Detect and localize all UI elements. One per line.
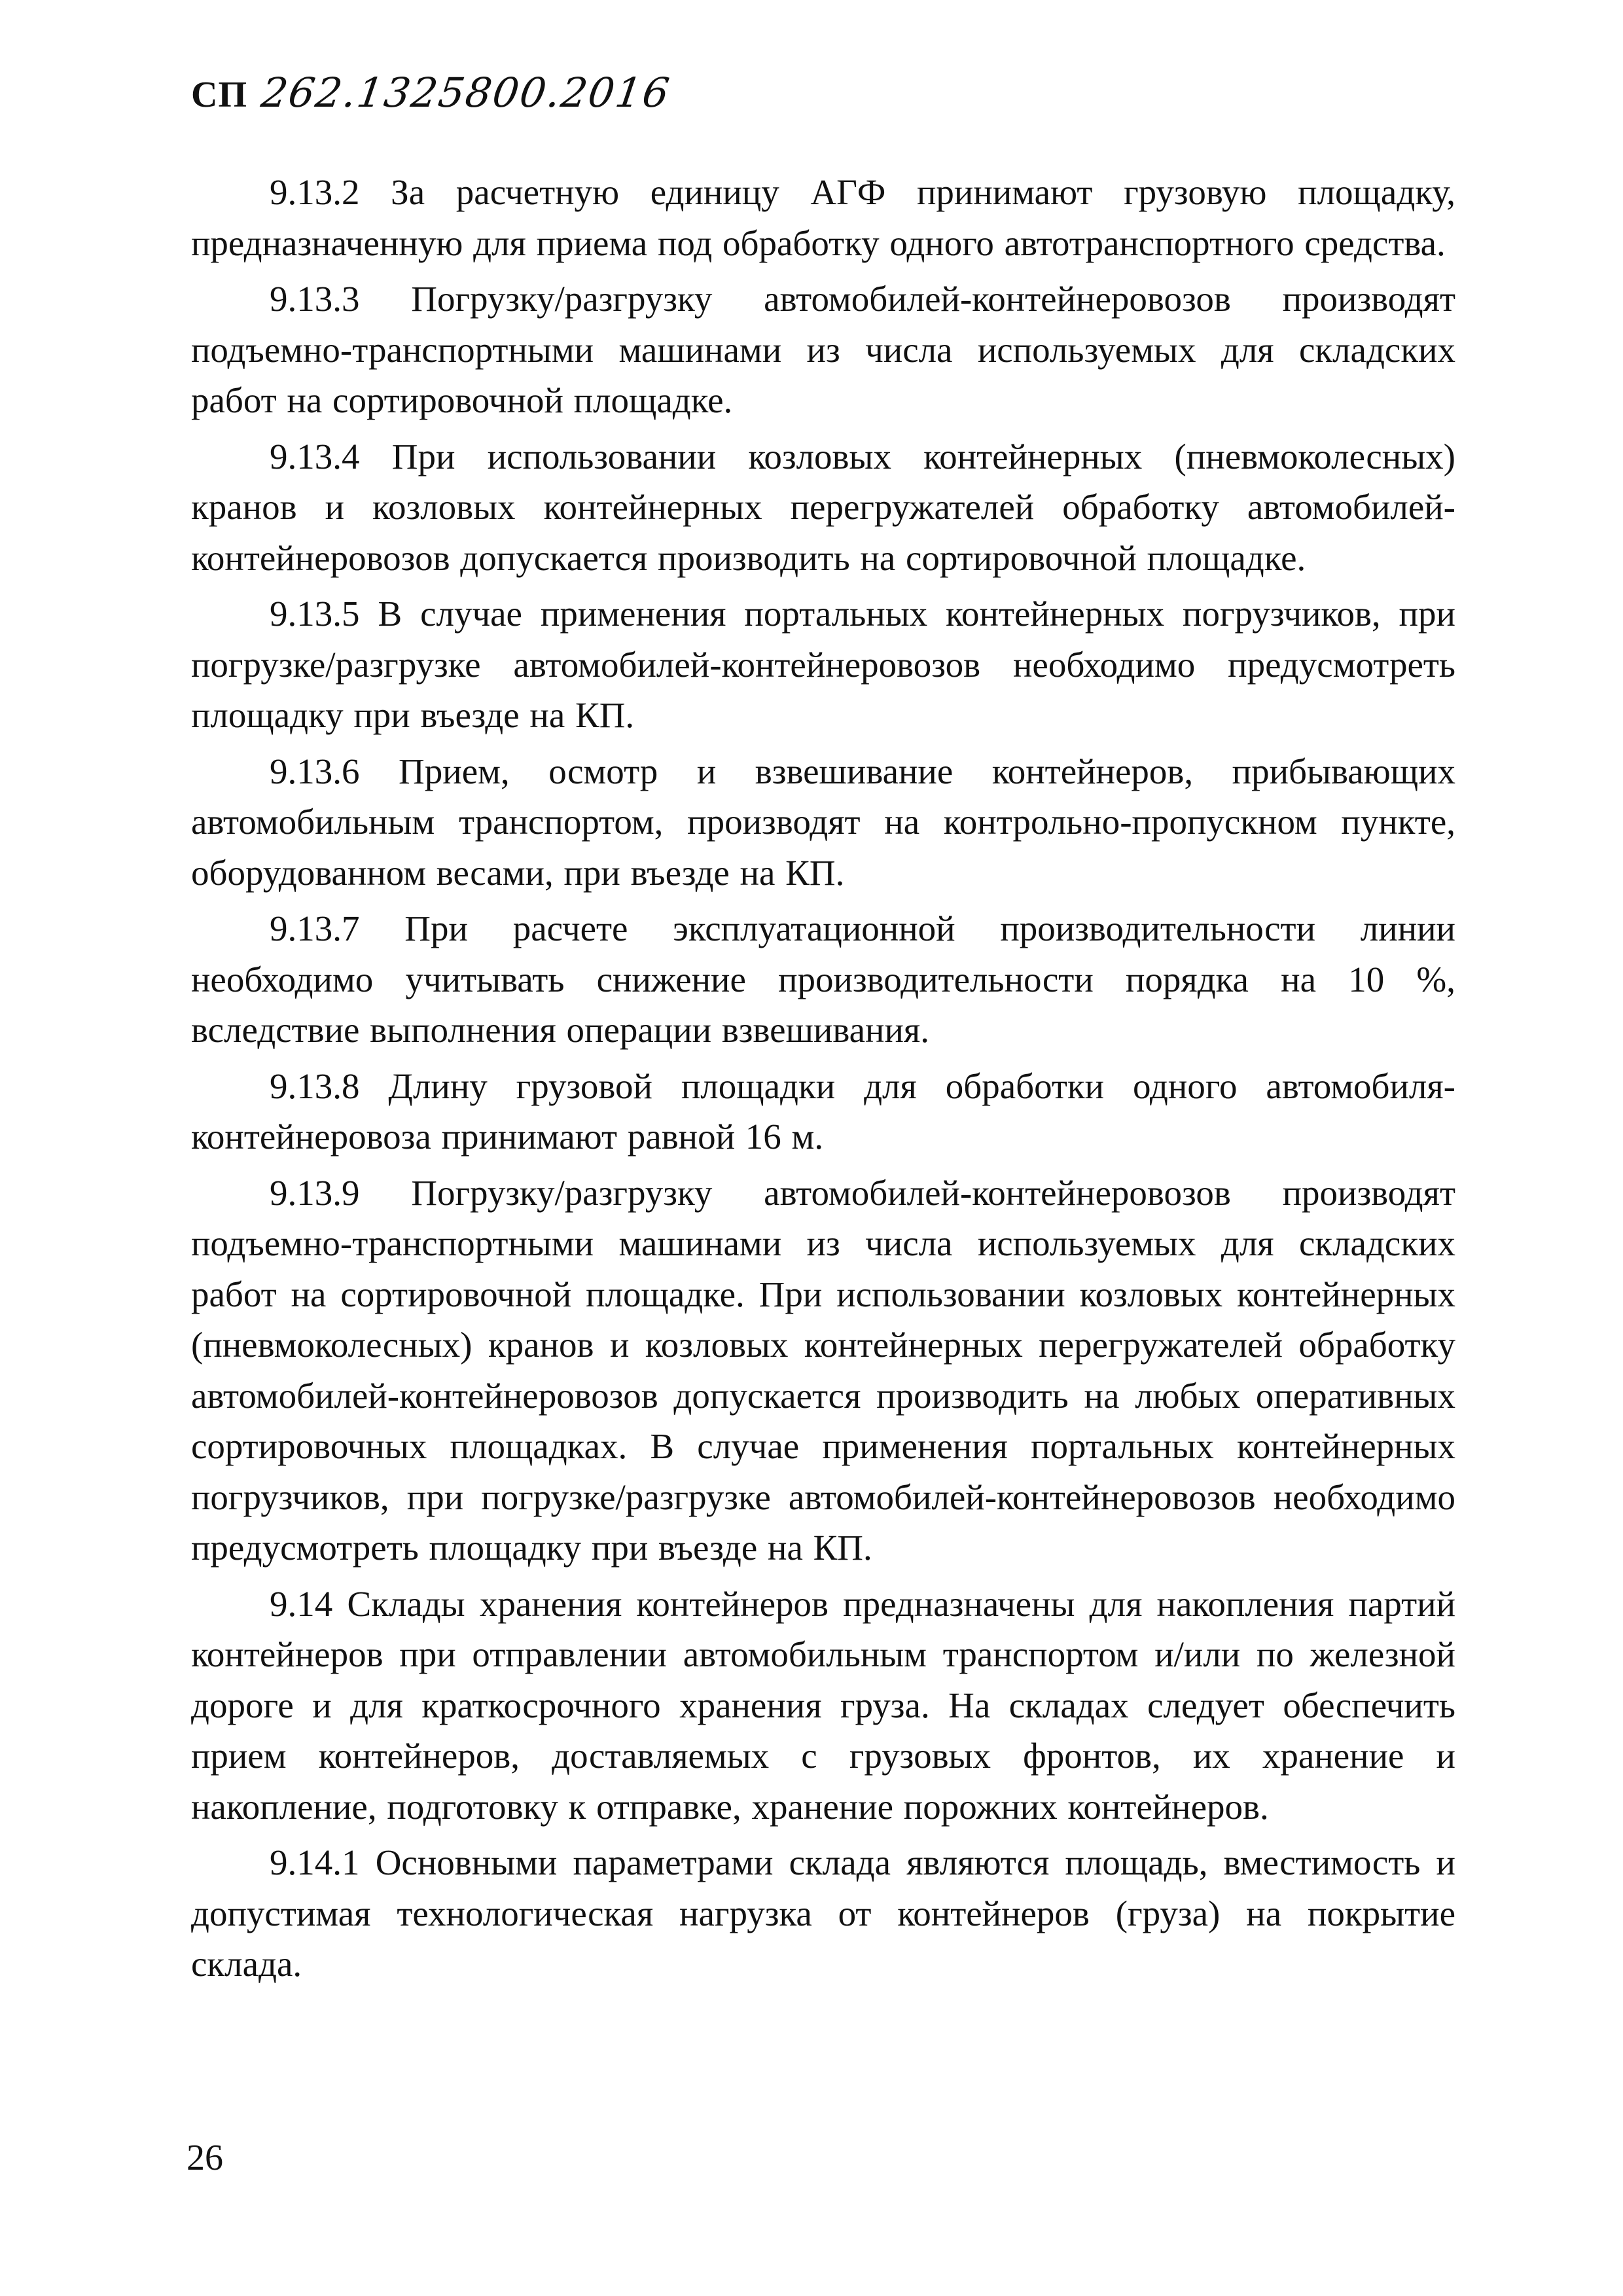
paragraph-9-13-9: 9.13.9 Погрузку/разгрузку автомобилей-контейнеровозов производят подъемно-транспортными машинами из числа используемых для складских работ на сортировочной площадке. При использовании козловых контейнерных (пневмоколесных) кранов и козловых контейнерных перегружателей обработку автомобилей-контейнеровозов допускается производить на любых оперативных сортировочных площадках. В случае применения портальных контейнерных погрузчиков, при погрузке/разгрузке автомобилей-контейнеровозов необходимо предусмотреть площадку при въезде на КП. <box>191 1172 1455 1568</box>
handwritten-standard-code: 262.1325800.2016 <box>258 69 673 117</box>
paragraph-9-13-2: 9.13.2 За расчетную единицу АГФ принимают грузовую площадку, предназначенную для приема под обработку одного автотранспортного средства. <box>191 172 1455 263</box>
paragraph-9-14: 9.14 Склады хранения контейнеров предназначены для накопления партий контейнеров при отправлении автомобильным транспортом и/или по железной дороге и для краткосрочного хранения груза. На складах следует обеспечить прием контейнеров, доставляемых с грузовых фронтов, их хранение и накопление, подготовку к отправке, хранение порожних контейнеров. <box>191 1583 1455 1827</box>
paragraph-9-13-5: 9.13.5 В случае применения портальных контейнерных погрузчиков, при погрузке/разгрузке автомобилей-контейнеровозов необходимо предусмотреть площадку при въезде на КП. <box>191 594 1455 735</box>
standard-prefix: СП <box>191 75 247 115</box>
paragraph-9-13-6: 9.13.6 Прием, осмотр и взвешивание контейнеров, прибывающих автомобильным транспортом, производят на контрольно-пропускном пункте, оборудованном весами, при въезде на КП. <box>191 751 1455 893</box>
paragraph-9-13-4: 9.13.4 При использовании козловых контейнерных (пневмоколесных) кранов и козловых контейнерных перегружателей обработку автомобилей-контейнеровозов допускается производить на сортировочной площадке. <box>191 436 1455 578</box>
document-body <box>191 167 1455 1995</box>
paragraph-9-13-7: 9.13.7 При расчете эксплуатационной производительности линии необходимо учитывать снижение производительности порядка на 10 %, вследствие выполнения операции взвешивания. <box>191 908 1455 1050</box>
page-number: 26 <box>187 2138 223 2178</box>
paragraph-9-13-8: 9.13.8 Длину грузовой площадки для обработки одного автомобиля-контейнеровоза принимают равной 16 м. <box>191 1066 1455 1157</box>
paragraph-9-14-1: 9.14.1 Основными параметрами склада являются площадь, вместимость и допустимая технологическая нагрузка от контейнеров (груза) на покрытие склада. <box>191 1842 1455 1984</box>
paragraph-9-13-3: 9.13.3 Погрузку/разгрузку автомобилей-контейнеровозов производят подъемно-транспортными машинами из числа используемых для складских работ на сортировочной площадке. <box>191 279 1455 420</box>
document-header <box>191 69 673 147</box>
